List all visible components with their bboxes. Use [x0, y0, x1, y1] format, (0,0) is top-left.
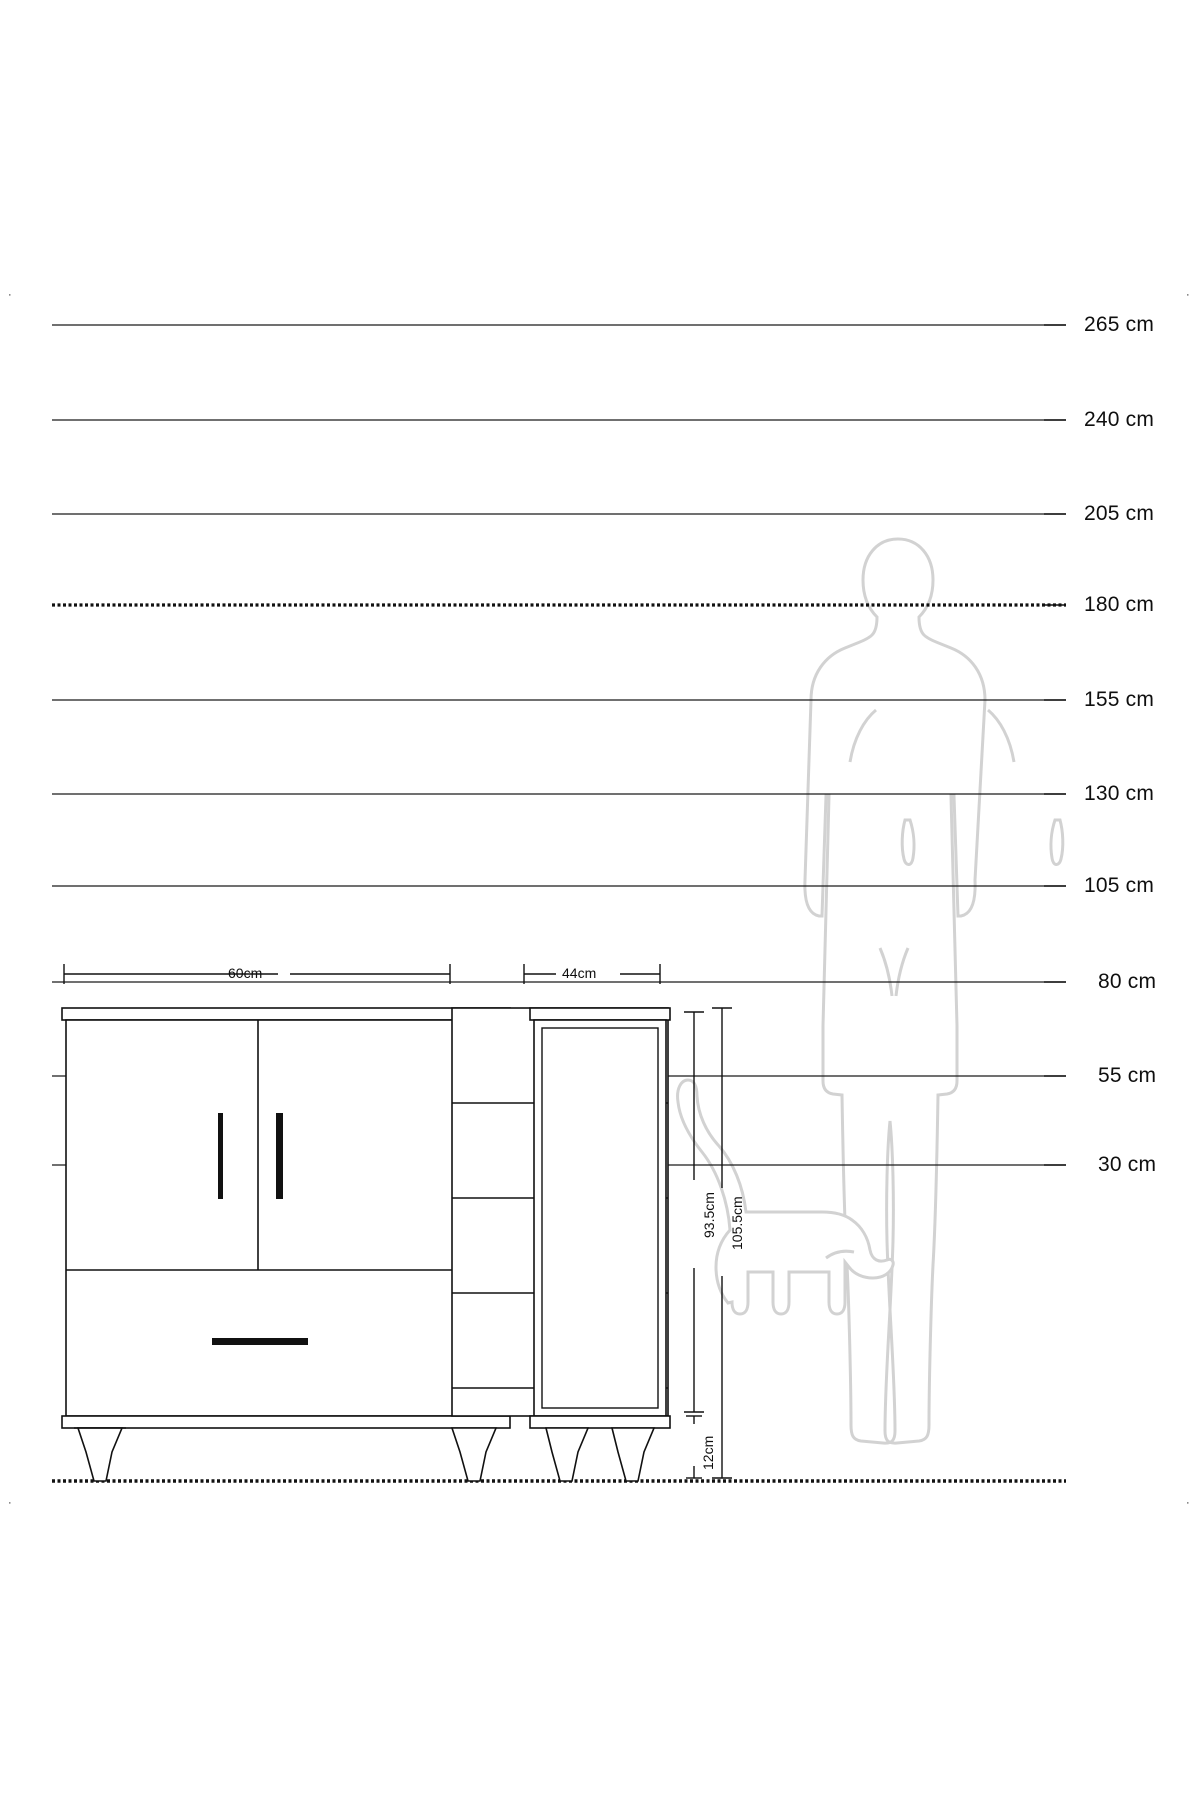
corner-mark-bottom-right: · — [1186, 1497, 1190, 1509]
sideboard-right-door-handle — [276, 1113, 283, 1199]
scale-label-240: 240 cm — [1084, 408, 1155, 431]
scale-label-205: 205 cm — [1084, 502, 1155, 525]
sideboard-left-door-handle — [218, 1113, 223, 1199]
corner-mark-bottom-left: · — [8, 1497, 12, 1509]
dimension-label-width-44: 44cm — [562, 965, 597, 981]
sideboard-leg-left — [78, 1428, 122, 1481]
tall-cabinet-leg-left — [546, 1428, 588, 1481]
tall-narrow-cabinet — [530, 1008, 670, 1481]
sideboard-top-board — [62, 1008, 510, 1020]
dimension-label-height-12: 12cm — [700, 1435, 716, 1470]
sideboard-leg-right — [452, 1428, 496, 1481]
sideboard-drawer-handle — [212, 1338, 308, 1345]
scale-label-130: 130 cm — [1084, 782, 1155, 805]
corner-mark-top-right: · — [1186, 289, 1190, 301]
dimension-label-height-105-5: 105.5cm — [729, 1196, 745, 1250]
sideboard-body — [66, 1020, 506, 1416]
scale-label-180: 180 cm — [1084, 593, 1155, 616]
sideboard-bottom-board — [62, 1416, 510, 1428]
corner-mark-top-left: · — [8, 289, 12, 301]
scale-label-105: 105 cm — [1084, 874, 1155, 897]
sideboard-cabinet — [62, 1008, 510, 1481]
scale-label-ticks — [1044, 325, 1066, 1165]
scale-label-155: 155 cm — [1084, 688, 1155, 711]
scale-label-265: 265 cm — [1084, 313, 1155, 336]
tall-cabinet-door — [542, 1028, 658, 1408]
dimension-label-height-93-5: 93.5cm — [701, 1192, 717, 1238]
scale-label-55: 55 cm — [1098, 1064, 1157, 1087]
tall-cabinet-top-board — [530, 1008, 670, 1020]
scale-label-30: 30 cm — [1098, 1153, 1157, 1176]
tall-cabinet-leg-right — [612, 1428, 654, 1481]
dimension-label-width-60: 60cm — [228, 965, 263, 981]
tall-cabinet-bottom-board — [530, 1416, 670, 1428]
scale-label-80: 80 cm — [1098, 970, 1157, 993]
